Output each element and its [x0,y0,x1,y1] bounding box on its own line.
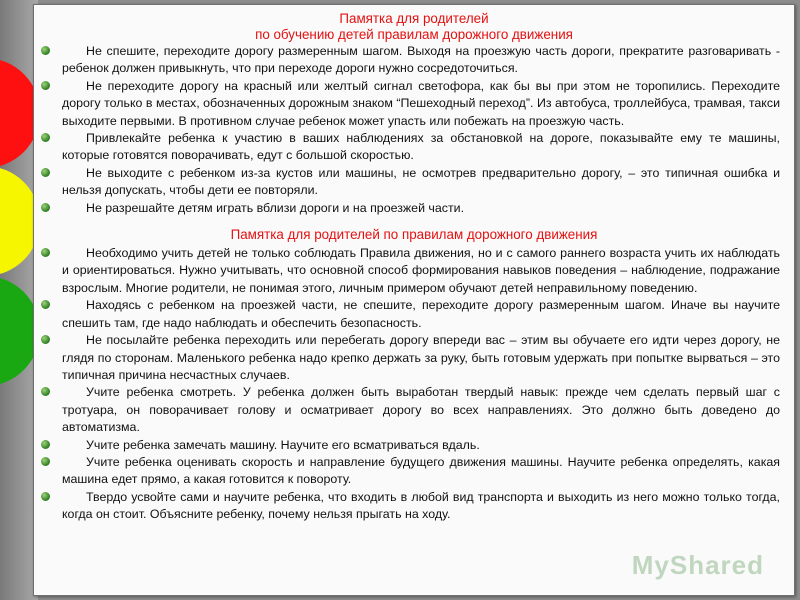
memo-panel [33,4,795,596]
list-item-text: Учите ребенка замечать машину. Научите его всматриваться вдаль. [86,437,480,452]
list-item-text: Не выходите с ребенком из-за кустов или машины, не осмотрев предварительно дорогу, – это типичная ошибка и нельзя допускать, чтобы дети ее повторяли. [62,165,780,198]
list-item [62,165,780,200]
list-item [62,130,780,165]
list-item [62,200,780,217]
list-item-text: Привлекайте ребенка к участию в ваших наблюдениях за обстановкой на дороге, показывайте ему те машины, которые готовятся поворачивать, едут с большой скоростью. [62,131,780,163]
bullet-icon [41,387,50,396]
memo2-list [34,245,794,524]
bullet-icon [41,46,50,55]
bullet-icon [41,133,50,142]
list-item-text: Находясь с ребенком на проезжей части, не спешите, переходите дорогу размеренным шагом. Иначе вы научите спешить там, где надо наблюдать и обеспечить безопасность. [62,298,780,330]
list-item [62,384,780,436]
memo2-title: Памятка для родителей по правилам дорожного движения [230,227,598,243]
list-item [62,78,780,130]
list-item-text: Не спешите, переходите дорогу размеренным шагом. Выходя на проезжую часть дороги, прекратите разговаривать - ребенок должен привыкнуть, что при переходе дороги нужно сосредоточиться. [62,44,780,76]
list-item [62,437,780,454]
list-item-text: Учите ребенка оценивать скорость и направление будущего движения машины. Научите ребенка определять, какая машина едет прямо, а какая готовится к повороту. [62,454,780,487]
list-item-text: Не переходите дорогу на красный или желтый сигнал светофора, как бы вы при этом не торопились. Переходите дорогу только в местах, обозначенных дорожным знаком “Пешеходный переход”. Из автобуса, троллейбуса, трамвая, такси выходите первыми. В противном случае ребенок может упасть или побежать на проезжую часть. [62,78,780,128]
list-item [62,332,780,384]
list-item [62,297,780,332]
bullet-icon [41,168,50,177]
list-item [62,454,780,489]
bullet-icon [41,492,50,501]
bullet-icon [41,335,50,344]
list-item [62,245,780,297]
list-item [62,43,780,78]
bullet-icon [41,203,50,212]
bullet-icon [41,81,50,90]
list-item-text: Необходимо учить детей не только соблюдать Правила движения, но и с самого раннего возраста учить их наблюдать и ориентироваться. Нужно учитывать, что основной способ формирования навыков поведения – наблюдение, подражание взрослым. Многие родители, не понимая этого, личным примером обучают детей неправильному поведению. [62,246,780,295]
bullet-icon [41,457,50,466]
bullet-icon [41,440,50,449]
list-item-text: Не разрешайте детям играть вблизи дороги и на проезжей части. [86,200,465,215]
bullet-icon [41,248,50,257]
list-item [62,489,780,524]
list-item-text: Не посылайте ребенка переходить или перебегать дорогу впереди вас – этим вы обучаете его идти через дорогу, не глядя по сторонам. Маленького ребенка надо крепко держать за руку, быть готовым удержать при попытке вырваться – это типичная причина несчастных случаев. [62,333,780,382]
list-item-text: Твердо усвойте сами и научите ребенка, что входить в любой вид транспорта и выходить из него можно только тогда, когда он стоит. Объясните ребенку, почему нельзя прыгать на ходу. [62,489,780,522]
list-item-text: Учите ребенка смотреть. У ребенка должен быть выработан твердый навык: прежде чем сделать первый шаг с тротуара, он поворачивает голову и осматривает дорогу во всех направлениях. Это должно быть доведено до автоматизма. [62,385,780,435]
bullet-icon [41,300,50,309]
memo1-title-line2: по обучению детей правилам дорожного движения [255,27,573,42]
memo1-title-line1: Памятка для родителей [339,11,489,26]
memo1-list [34,43,794,217]
watermark-logo: MyShared [631,550,764,580]
